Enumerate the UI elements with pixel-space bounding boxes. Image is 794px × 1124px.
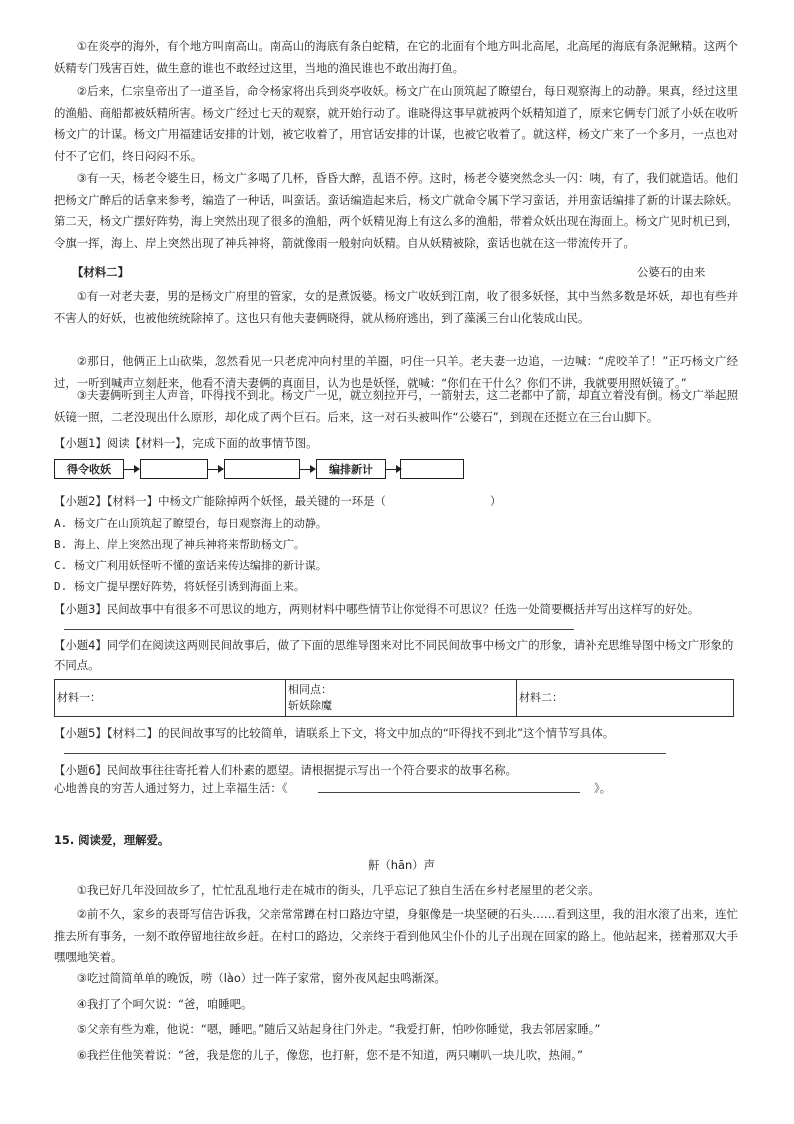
m2-paragraph-1: ①有一对老夫妻，男的是杨文广府里的管家，女的是煮饭婆。杨文广收妖到江南，收了很多妖怪，其中当然多数是坏妖，却也有些并不害人的好妖，也被他统统除掉了。这也只有他夫妻俩晓得，就从杨府逃出，到了藻溪三台山化装成山民。 [54, 289, 738, 325]
question-4: 【小题4】同学们在阅读这两则民间故事后，做了下面的思维导图来对比不同民间故事中杨文广的形象，请补充思维导图中杨文广形象的不同点。 [54, 638, 734, 672]
flow-box-4: 编排新计 [316, 459, 386, 479]
s15-paragraph-3: ③吃过简简单单的晚饭，唠（lào）过一阵子家常，窗外夜风起虫鸣渐深。 [76, 971, 446, 985]
m2-paragraph-2: ②那日，他俩正上山砍柴，忽然看见一只老虎冲向村里的羊圈，叼住一只羊。老夫妻一边追，一边喊：“虎咬羊了！”正巧杨文广经过，一听到喊声立刻赶来，他看不清夫妻俩的真面目，认为也是妖怪，就喊：“你们在干什么？你们不讲，我就要用照妖镜了。” [54, 354, 738, 390]
table-cell-material1[interactable]: 材料一： [55, 680, 286, 717]
q6-answer-line[interactable] [318, 792, 580, 793]
comparison-table [54, 679, 734, 717]
m1-paragraph-3: ③有一天，杨老令婆生日，杨文广多喝了几杯，昏昏大醉，乱语不停。这时，杨老令婆突然念头一闪：咦，有了，我们就造话。他们把杨文广醉后的话拿来参考，编造了一种话，叫蛮话。蛮话编造起来后，杨文广就命令属下学习蛮话，并用蛮话编排了新的计谋去除妖。第二天，杨文广摆好阵势，海上突然出现了很多的渔船，两个妖精见海上有这么多的渔船，带着众妖出现在海面上。杨文广见时机已到，令旗一挥，海上、岸上突然出现了神兵神将，箭就像雨一般射向妖精。自从妖精被除，蛮话也就在这一带流传开了。 [54, 171, 738, 250]
s15-paragraph-2: ②前不久，家乡的表哥写信告诉我，父亲常常蹲在村口路边守望，身躯像是一块坚硬的石头……看到这里，我的泪水滚了出来，连忙推去所有事务，一刻不敢停留地往故乡赶。在村口的路边，父亲终于看到他风尘仆仆的儿子出现在回家的路上。他站起来，搓着那双大手嘿嘿地笑着。 [54, 907, 738, 964]
table-cell-material2[interactable]: 材料二： [517, 680, 734, 717]
question-2: 【小题2】【材料一】中杨文广能除掉两个妖怪，最关键的一环是（ [54, 494, 386, 508]
q2-option-d[interactable]: D. 杨文广提早摆好阵势，将妖怪引诱到海面上来。 [54, 580, 305, 593]
s15-paragraph-6: ⑥我拦住他笑着说：“爸，我是您的儿子，像您，也打鼾，您不是不知道，两只喇叭一块儿吹，热闹。” [76, 1048, 583, 1062]
flow-box-1: 得令收妖 [54, 459, 124, 479]
q2-option-b[interactable]: B. 海上、岸上突然出现了神兵神将来帮助杨文广。 [54, 538, 305, 551]
question-6: 【小题6】民间故事往往寄托着人们朴素的愿望。请根据提示写出一个符合要求的故事名称。 [54, 763, 517, 777]
material2-title: 公婆石的由来 [637, 265, 706, 279]
flow-arrow-icon [208, 469, 222, 470]
m1-paragraph-1: ①在炎亭的海外，有个地方叫南高山。南高山的海底有条白蛇精，在它的北面有个地方叫北高尾，北高尾的海底有条泥鳅精。这两个妖精专门残害百姓，做生意的谁也不敢经过这里，当地的渔民谁也不敢出海打鱼。 [54, 39, 738, 75]
question-1: 【小题1】阅读【材料一】，完成下面的故事情节图。 [54, 436, 318, 450]
section-15-title: 鼾（hān）声 [368, 858, 435, 872]
m1-paragraph-2: ②后来，仁宗皇帝出了一道圣旨，命令杨家将出兵到炎亭收妖。杨文广在山顶筑起了瞭望台，每日观察海上的动静。果真，经过这里的渔船、商船都被妖精所害。杨文广经过七天的观察，就开始行动了。谁晓得这事早就被两个妖精知道了，原来它俩专门派了小妖在收听杨文广的计谋。杨文广用福建话安排的计划，被它收着了，用官话安排的计谋，也被它收着了。就这样，杨文广来了一个多月，一点也对付不了它们，终日闷闷不乐。 [54, 84, 738, 163]
s15-paragraph-1: ①我已好几年没回故乡了，忙忙乱乱地行走在城市的街头，几乎忘记了独自生活在乡村老屋里的老父亲。 [76, 883, 600, 897]
question-6-prompt: 心地善良的穷苦人通过努力，过上幸福生活：《 [54, 781, 288, 795]
q2-option-c[interactable]: C. 杨文广利用妖怪听不懂的蛮话来传达编排的新计谋。 [54, 559, 327, 572]
flow-arrow-icon [124, 469, 138, 470]
question-3: 【小题3】民间故事中有很多不可思议的地方，两则材料中哪些情节让你觉得不可思议？任选一处简要概括并写出这样写的好处。 [54, 602, 700, 616]
s15-paragraph-4: ④我打了个呵欠说：“爸，咱睡吧。 [76, 997, 253, 1011]
common-title: 相同点： [288, 683, 332, 696]
m2-paragraph-3: ③夫妻俩听到主人声音，吓得找不到北。杨文广一见，就立刻拉开弓，一箭射去，这二老都中了箭，却直立着没有倒。杨文广举起照妖镜一照，二老没现出什么原形，却化成了两个巨石。后来，这一对石头被叫作“公婆石”，到现在还挺立在三台山脚下。 [54, 388, 738, 424]
question-5: 【小题5】【材料二】的民间故事写的比较简单，请联系上下文，将文中加点的“吓得找不到北”这个情节写具体。 [54, 726, 615, 740]
flow-box-2[interactable] [140, 459, 208, 479]
flow-box-3[interactable] [224, 459, 300, 479]
common-value: 斩妖除魔 [288, 699, 332, 712]
q3-answer-line[interactable] [64, 629, 574, 630]
flow-arrow-icon [386, 469, 400, 470]
question-6-close: 》。 [594, 781, 612, 795]
table-cell-common [286, 680, 517, 717]
q2-option-a[interactable]: A. 杨文广在山顶筑起了瞭望台，每日观察海上的动静。 [54, 517, 327, 530]
question-2-close: ） [490, 494, 502, 508]
s15-paragraph-5: ⑤父亲有些为难，他说：“嗯，睡吧。”随后又站起身往门外走。“我爱打鼾，怕吵你睡觉，我去邻居家睡。” [76, 1022, 601, 1036]
flow-box-5[interactable] [400, 459, 464, 479]
q5-answer-line[interactable] [64, 753, 666, 754]
section-15-heading: 15. 阅读爱，理解爱。 [54, 833, 170, 847]
flow-arrow-icon [300, 469, 314, 470]
material2-label: 【材料二】 [72, 265, 129, 279]
